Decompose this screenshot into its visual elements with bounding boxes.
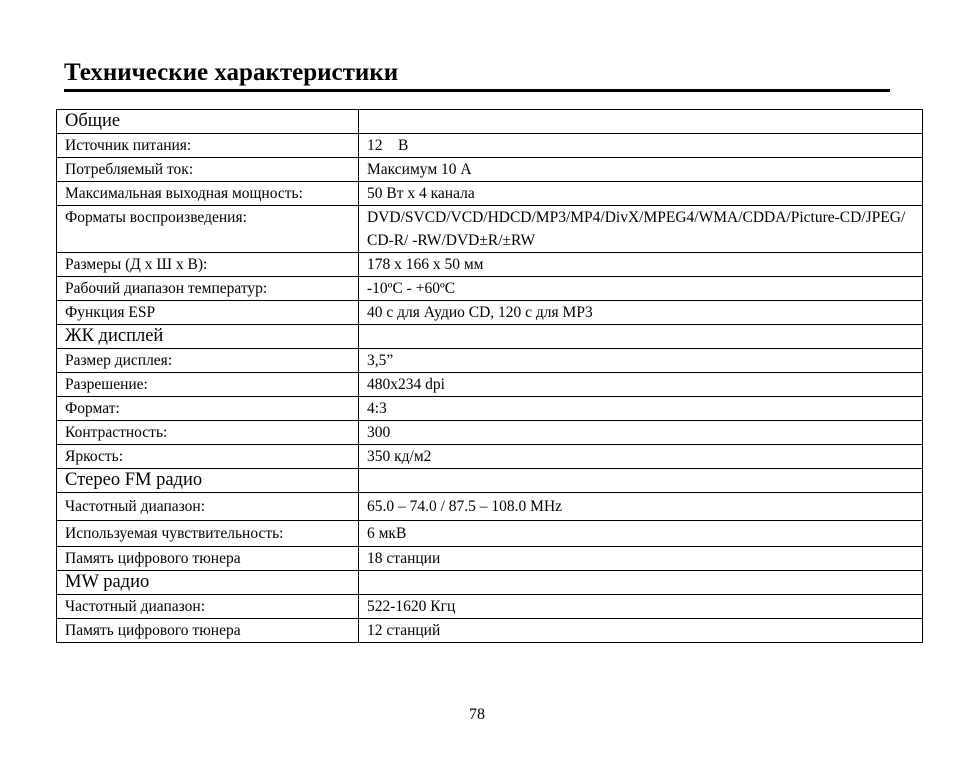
section-empty-cell bbox=[359, 325, 923, 349]
table-row bbox=[57, 277, 923, 301]
spec-value: 18 станции bbox=[359, 547, 923, 571]
spec-value: 12 В bbox=[359, 134, 923, 158]
page-number: 78 bbox=[469, 706, 485, 723]
spec-value: 3,5” bbox=[359, 349, 923, 373]
section-empty-cell bbox=[359, 469, 923, 493]
spec-value: 12 станций bbox=[359, 619, 923, 643]
table-row bbox=[57, 547, 923, 571]
spec-label: Память цифрового тюнера bbox=[57, 547, 359, 571]
section-title: ЖК дисплей bbox=[57, 325, 359, 349]
section-header-lcd-display bbox=[57, 325, 923, 349]
spec-value: 4:3 bbox=[359, 397, 923, 421]
spec-label: Контрастность: bbox=[57, 421, 359, 445]
spec-label: Размеры (Д х Ш х В): bbox=[57, 253, 359, 277]
table-row bbox=[57, 301, 923, 325]
section-header-mw-radio bbox=[57, 571, 923, 595]
table-row bbox=[57, 421, 923, 445]
table-row bbox=[57, 182, 923, 206]
spec-label: Память цифрового тюнера bbox=[57, 619, 359, 643]
spec-label: Максимальная выходная мощность: bbox=[57, 182, 359, 206]
section-empty-cell bbox=[359, 571, 923, 595]
section-title: Общие bbox=[57, 110, 359, 134]
spec-label: Форматы воспроизведения: bbox=[57, 206, 359, 253]
table-row bbox=[57, 445, 923, 469]
spec-label: Источник питания: bbox=[57, 134, 359, 158]
section-title: Стерео FM радио bbox=[57, 469, 359, 493]
spec-label: Используемая чувствительность: bbox=[57, 521, 359, 547]
table-row bbox=[57, 373, 923, 397]
spec-value: 300 bbox=[359, 421, 923, 445]
specifications-table bbox=[56, 109, 923, 643]
section-title: MW радио bbox=[57, 571, 359, 595]
spec-value: -10ºC - +60ºC bbox=[359, 277, 923, 301]
spec-label: Частотный диапазон: bbox=[57, 493, 359, 521]
table-row bbox=[57, 619, 923, 643]
spec-label: Формат: bbox=[57, 397, 359, 421]
spec-label: Рабочий диапазон температур: bbox=[57, 277, 359, 301]
table-row bbox=[57, 397, 923, 421]
table-row bbox=[57, 521, 923, 547]
table-row bbox=[57, 493, 923, 521]
spec-value: 480x234 dpi bbox=[359, 373, 923, 397]
section-header-general bbox=[57, 110, 923, 134]
spec-value: 178 х 166 х 50 мм bbox=[359, 253, 923, 277]
spec-label: Размер дисплея: bbox=[57, 349, 359, 373]
table-row bbox=[57, 206, 923, 253]
spec-label: Частотный диапазон: bbox=[57, 595, 359, 619]
spec-value: Максимум 10 А bbox=[359, 158, 923, 182]
spec-value: 6 мкВ bbox=[359, 521, 923, 547]
table-row bbox=[57, 253, 923, 277]
section-empty-cell bbox=[359, 110, 923, 134]
table-row bbox=[57, 134, 923, 158]
spec-label: Функция ESP bbox=[57, 301, 359, 325]
spec-label: Яркость: bbox=[57, 445, 359, 469]
section-header-fm-radio bbox=[57, 469, 923, 493]
table-row bbox=[57, 349, 923, 373]
spec-value: DVD/SVCD/VCD/HDCD/MP3/MP4/DivX/MPEG4/WMA/CDDA/Picture-CD/JPEG/CD-R/ -RW/DVD±R/±RW bbox=[359, 206, 923, 253]
spec-value: 65.0 – 74.0 / 87.5 – 108.0 MHz bbox=[359, 493, 923, 521]
table-row bbox=[57, 595, 923, 619]
spec-value: 522-1620 Кгц bbox=[359, 595, 923, 619]
spec-label: Разрешение: bbox=[57, 373, 359, 397]
spec-value: 40 с для Аудио CD, 120 с для MP3 bbox=[359, 301, 923, 325]
page-title: Технические характеристики bbox=[64, 58, 890, 92]
table-row bbox=[57, 158, 923, 182]
spec-label: Потребляемый ток: bbox=[57, 158, 359, 182]
spec-value: 350 кд/м2 bbox=[359, 445, 923, 469]
spec-value: 50 Вт х 4 канала bbox=[359, 182, 923, 206]
